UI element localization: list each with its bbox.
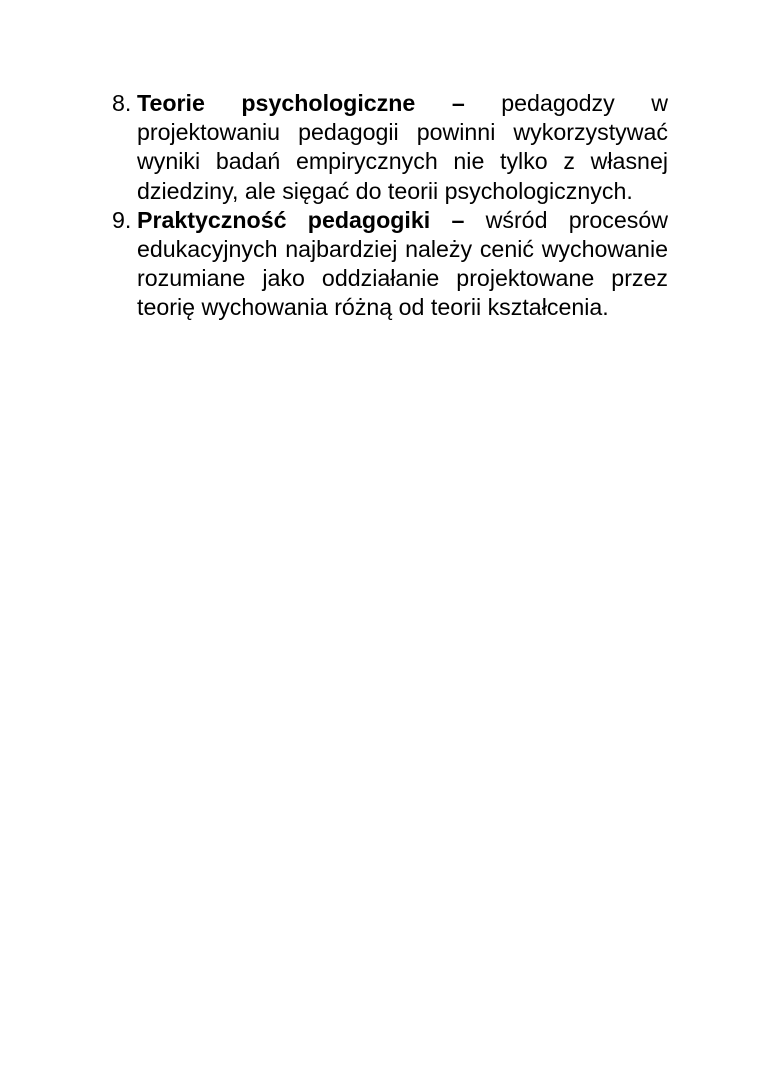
list-item-term: Praktyczność pedagogiki – xyxy=(137,206,486,233)
list-item-text: pedagodzy w projektowaniu pedagogii powinni wykorzystywać wyniki badań empirycznych nie tylko z własnej dziedziny, ale sięgać do teorii psychologicznych. xyxy=(137,90,668,204)
list-item-text: wśród procesów edukacyjnych najbardziej należy cenić wychowanie rozumiane jako oddziałanie projektowane przez teorię wychowania różną od teorii kształcenia. xyxy=(137,206,668,321)
list-item-term: Teorie psychologiczne – xyxy=(137,90,502,116)
list-item-number: 9. xyxy=(112,206,132,233)
list-item xyxy=(112,89,668,206)
list-item xyxy=(112,206,668,323)
list-item-number: 8. xyxy=(112,90,132,116)
numbered-list xyxy=(112,89,668,323)
